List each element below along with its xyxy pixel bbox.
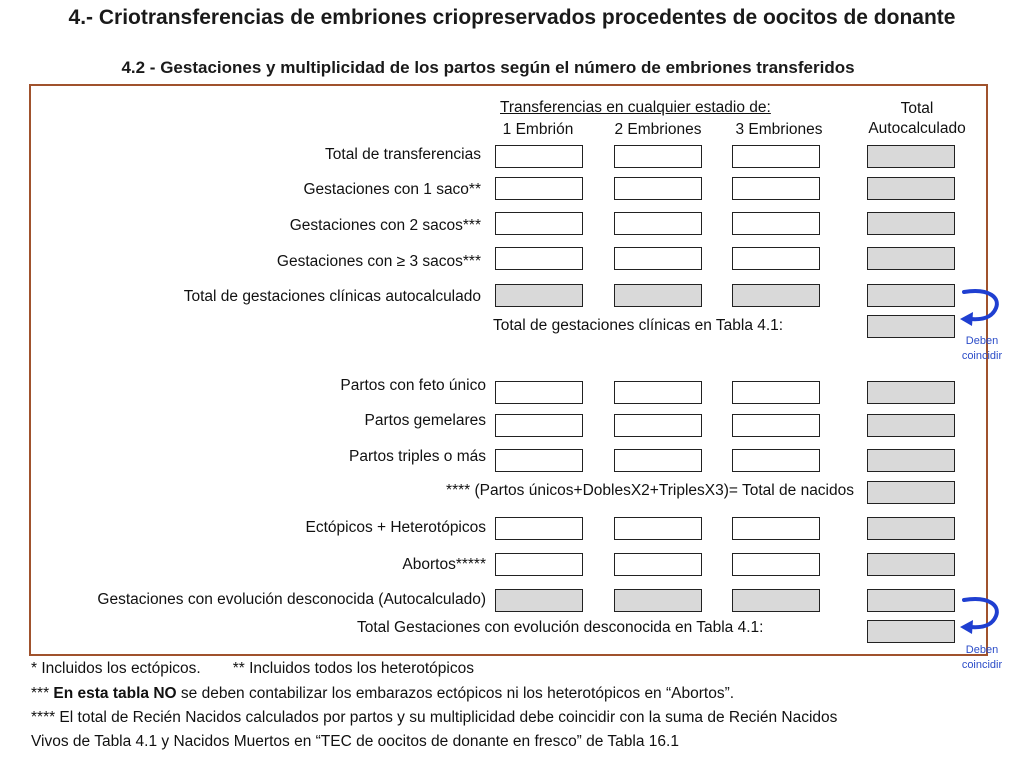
autocalc-gest-3-sacos: [867, 247, 955, 270]
autocalc-gest-1-saco: [867, 177, 955, 200]
input-gest-3-sacos-1[interactable]: [495, 247, 583, 270]
footnote-ectopicos: * Incluidos los ectópicos.: [31, 660, 201, 677]
autocalc-gest-clinicas-total: [867, 284, 955, 307]
autocalc-ectopicos: [867, 517, 955, 540]
row-label-gest-2-sacos: Gestaciones con 2 sacos***: [289, 217, 481, 234]
input-partos-unico-2[interactable]: [614, 381, 702, 404]
footnote-3-rest: se deben contabilizar los embarazos ectópicos ni los heterotópicos en “Abortos”.: [176, 685, 735, 702]
curved-arrow-icon: [956, 286, 1004, 330]
footnote-3-prefix: ***: [31, 685, 54, 702]
match-note-line1: Deben: [965, 644, 999, 656]
col-header-autocalculado: Autocalculado: [868, 120, 966, 137]
input-partos-triples-3[interactable]: [732, 449, 820, 472]
match-note: [952, 643, 1012, 673]
curved-arrow-icon: [956, 594, 1004, 638]
input-gest-1-saco-1[interactable]: [495, 177, 583, 200]
input-partos-triples-2[interactable]: [614, 449, 702, 472]
autocalc-gest-2-sacos: [867, 212, 955, 235]
autocalc-partos-unico: [867, 381, 955, 404]
autocalc-gest-clinicas-2: [614, 284, 702, 307]
input-total-transferencias-3[interactable]: [732, 145, 820, 168]
row-label-partos-unico: Partos con feto único: [340, 377, 486, 394]
row-label-evolucion-desconocida-auto: Gestaciones con evolución desconocida (Autocalculado): [97, 591, 486, 608]
row-label-partos-triples: Partos triples o más: [349, 448, 486, 465]
autocalc-partos-gemelares: [867, 414, 955, 437]
footnote-3-bold: En esta tabla NO: [53, 685, 177, 702]
input-gest-3-sacos-2[interactable]: [614, 247, 702, 270]
input-abortos-3[interactable]: [732, 553, 820, 576]
page-title: 4.- Criotransferencias de embriones criopreservados procedentes de oocitos de donante: [68, 6, 956, 29]
input-partos-gemelares-3[interactable]: [732, 414, 820, 437]
tabla41-evolucion-desconocida: [867, 620, 955, 643]
row-label-total-transferencias: Total de transferencias: [325, 146, 481, 163]
autocalc-gest-clinicas-1: [495, 284, 583, 307]
column-group-header: Transferencias en cualquier estadio de:: [500, 99, 771, 116]
input-gest-1-saco-2[interactable]: [614, 177, 702, 200]
footnote-5: Vivos de Tabla 4.1 y Nacidos Muertos en “TEC de oocitos de donante en fresco” de Tabla 16.1: [31, 733, 679, 750]
input-partos-gemelares-1[interactable]: [495, 414, 583, 437]
row-label-ectopicos: Ectópicos + Heterotópicos: [305, 519, 486, 536]
autocalc-gest-clinicas-3: [732, 284, 820, 307]
autocalc-total-nacidos: [867, 481, 955, 504]
row-label-total-nacidos: **** (Partos únicos+DoblesX2+TriplesX3)= Total de nacidos: [446, 482, 854, 499]
match-note-line2: coincidir: [961, 350, 1003, 362]
autocalc-total-transferencias: [867, 145, 955, 168]
autocalc-evolucion-desconocida-3: [732, 589, 820, 612]
row-label-total-gest-clinicas-tabla: Total de gestaciones clínicas en Tabla 4.1:: [493, 317, 784, 334]
input-partos-triples-1[interactable]: [495, 449, 583, 472]
autocalc-evolucion-desconocida-1: [495, 589, 583, 612]
row-label-abortos: Abortos*****: [402, 556, 486, 573]
input-partos-unico-1[interactable]: [495, 381, 583, 404]
row-label-gest-3-sacos: Gestaciones con ≥ 3 sacos***: [276, 253, 481, 270]
row-label-partos-gemelares: Partos gemelares: [364, 412, 486, 429]
input-partos-gemelares-2[interactable]: [614, 414, 702, 437]
footnote-4: **** El total de Recién Nacidos calculados por partos y su multiplicidad debe coincidir con la suma de Recién Nacidos: [31, 709, 838, 726]
section-subtitle: 4.2 - Gestaciones y multiplicidad de los partos según el número de embriones transferidos: [121, 58, 855, 77]
row-label-gest-1-saco: Gestaciones con 1 saco**: [303, 181, 481, 198]
row-label-evolucion-desconocida-tabla: Total Gestaciones con evolución desconocida en Tabla 4.1:: [357, 619, 764, 636]
match-note: [952, 334, 1012, 364]
input-ectopicos-2[interactable]: [614, 517, 702, 540]
autocalc-abortos: [867, 553, 955, 576]
col-header-3-embriones: 3 Embriones: [735, 121, 823, 138]
col-header-2-embriones: 2 Embriones: [614, 121, 702, 138]
autocalc-evolucion-desconocida-2: [614, 589, 702, 612]
match-note-line1: Deben: [965, 335, 999, 347]
row-label-total-gest-clinicas-auto: Total de gestaciones clínicas autocalculado: [183, 288, 481, 305]
input-total-transferencias-2[interactable]: [614, 145, 702, 168]
input-total-transferencias-1[interactable]: [495, 145, 583, 168]
footnote-1-2: [31, 660, 474, 678]
col-header-total: Total: [900, 100, 934, 117]
match-note-line2: coincidir: [961, 659, 1003, 671]
input-ectopicos-3[interactable]: [732, 517, 820, 540]
autocalc-partos-triples: [867, 449, 955, 472]
input-gest-2-sacos-1[interactable]: [495, 212, 583, 235]
input-partos-unico-3[interactable]: [732, 381, 820, 404]
footnote-heterotopicos: ** Incluidos todos los heterotópicos: [232, 660, 474, 677]
tabla41-gest-clinicas: [867, 315, 955, 338]
col-header-1-embrion: 1 Embrión: [502, 121, 574, 138]
input-abortos-2[interactable]: [614, 553, 702, 576]
input-gest-2-sacos-2[interactable]: [614, 212, 702, 235]
input-gest-1-saco-3[interactable]: [732, 177, 820, 200]
footnote-3: [31, 685, 734, 703]
autocalc-evolucion-desconocida-total: [867, 589, 955, 612]
input-abortos-1[interactable]: [495, 553, 583, 576]
input-ectopicos-1[interactable]: [495, 517, 583, 540]
input-gest-3-sacos-3[interactable]: [732, 247, 820, 270]
input-gest-2-sacos-3[interactable]: [732, 212, 820, 235]
